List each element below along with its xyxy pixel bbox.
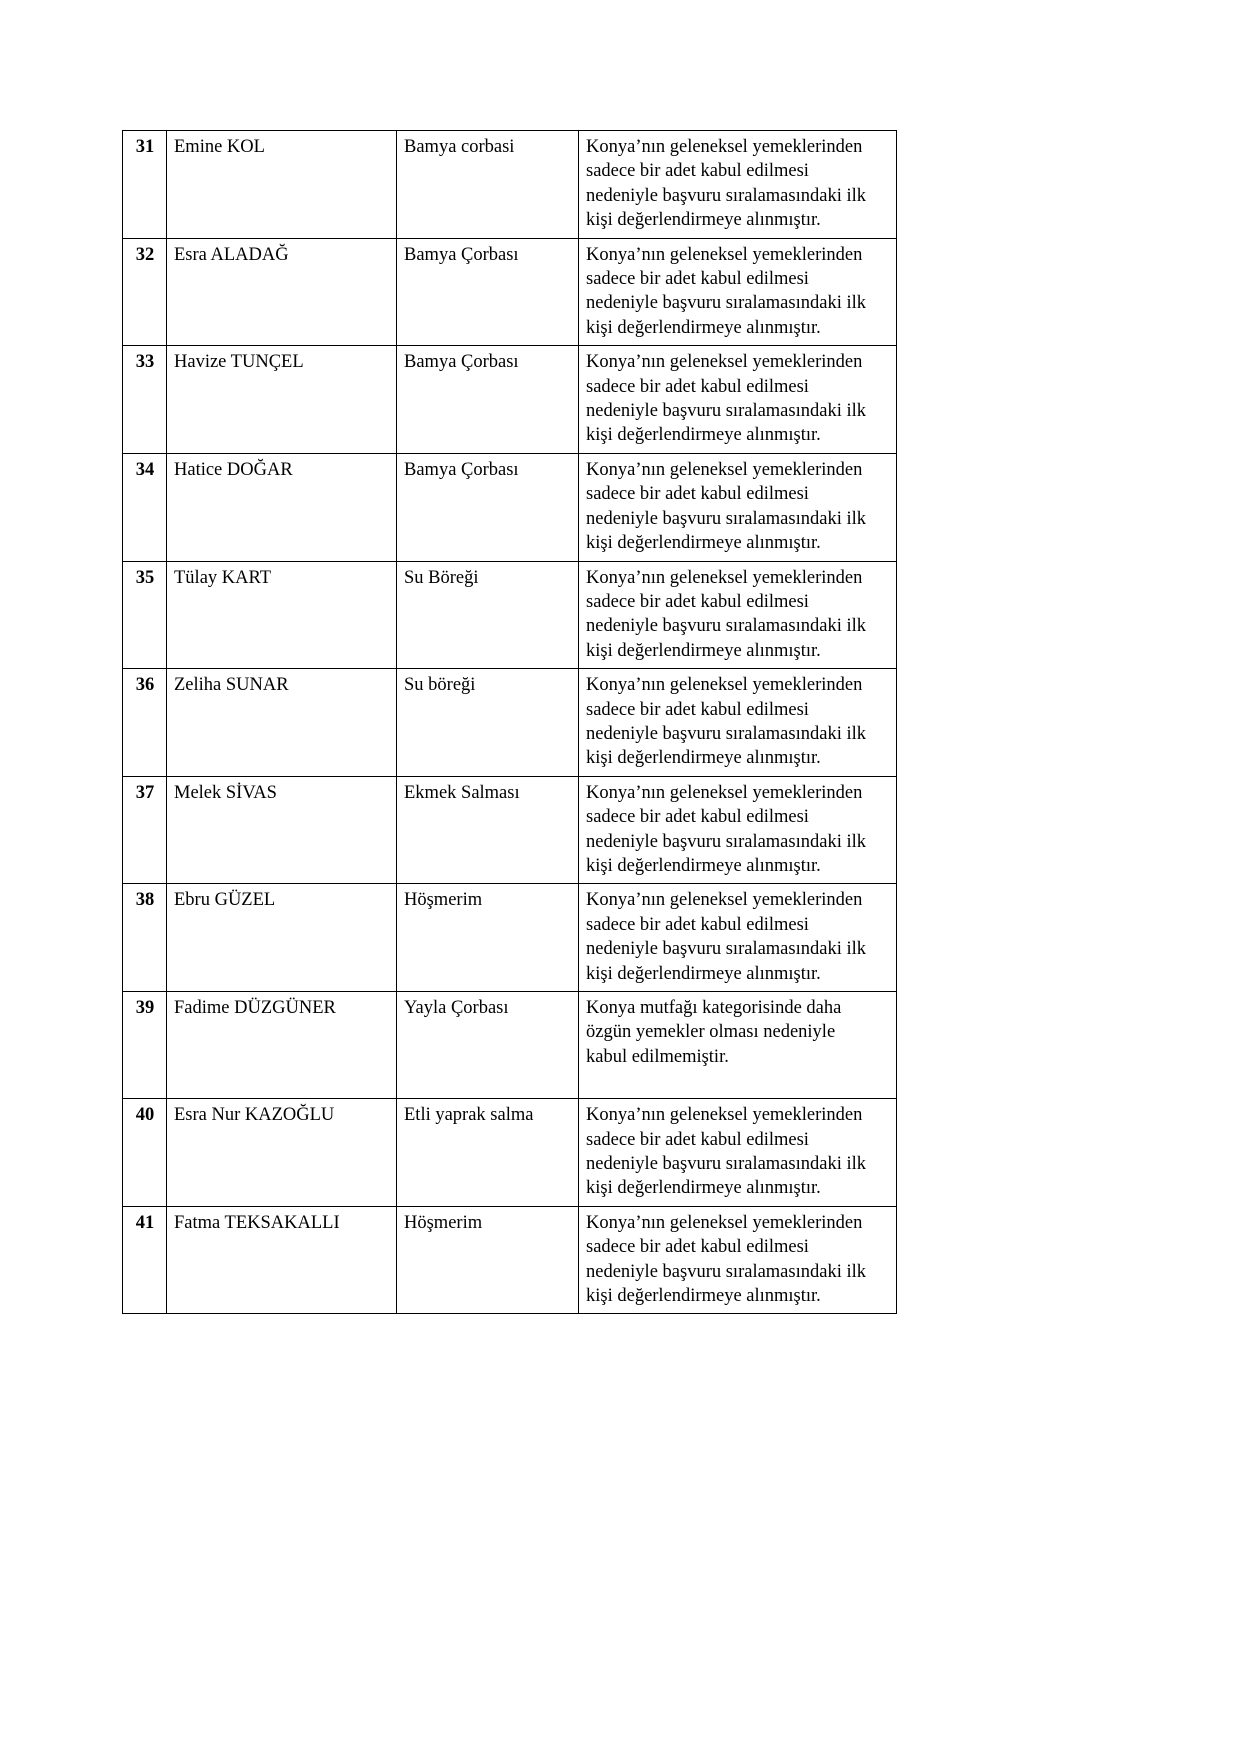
row-number-cell: 33 (123, 346, 167, 454)
applicant-name-cell: Tülay KART (167, 561, 397, 669)
evaluation-note-cell (579, 776, 897, 884)
note-line: sadece bir adet kabul edilmesi (586, 914, 809, 935)
applicant-name-cell: Fatma TEKSAKALLI (167, 1206, 397, 1314)
note-line: Konya’nın geleneksel yemeklerinden (586, 567, 863, 588)
dish-name-cell: Bamya corbasi (397, 131, 579, 239)
applicant-name-cell: Fadime DÜZGÜNER (167, 992, 397, 1099)
table-row (123, 669, 897, 777)
note-line: Konya’nın geleneksel yemeklerinden (586, 244, 863, 265)
dish-name-cell: Ekmek Salması (397, 776, 579, 884)
note-line: sadece bir adet kabul edilmesi (586, 591, 809, 612)
note-line: Konya’nın geleneksel yemeklerinden (586, 782, 863, 803)
applicant-name-cell: Ebru GÜZEL (167, 884, 397, 992)
note-line: Konya’nın geleneksel yemeklerinden (586, 1212, 863, 1233)
note-line: kişi değerlendirmeye alınmıştır. (586, 640, 821, 661)
table-row (123, 131, 897, 239)
note-line: sadece bir adet kabul edilmesi (586, 807, 809, 828)
note-line: Konya’nın geleneksel yemeklerinden (586, 459, 863, 480)
table-row (123, 1206, 897, 1314)
dish-name-cell: Höşmerim (397, 1206, 579, 1314)
note-line: kişi değerlendirmeye alınmıştır. (586, 210, 821, 231)
table-row (123, 1099, 897, 1207)
row-number-cell: 31 (123, 131, 167, 239)
table-row (123, 776, 897, 884)
dish-name-cell: Su böreği (397, 669, 579, 777)
applicant-name-cell: Esra Nur KAZOĞLU (167, 1099, 397, 1207)
note-line: Konya’nın geleneksel yemeklerinden (586, 890, 863, 911)
applicant-name-cell: Zeliha SUNAR (167, 669, 397, 777)
note-line: nedeniyle başvuru sıralamasındaki ilk (586, 508, 866, 529)
note-line: kişi değerlendirmeye alınmıştır. (586, 1286, 821, 1307)
dish-name-cell: Yayla Çorbası (397, 992, 579, 1099)
note-line: özgün yemekler olması nedeniyle (586, 1022, 836, 1043)
dish-name-cell: Etli yaprak salma (397, 1099, 579, 1207)
row-number-cell: 32 (123, 238, 167, 346)
dish-name-cell: Bamya Çorbası (397, 453, 579, 561)
row-number-cell: 34 (123, 453, 167, 561)
note-line: nedeniyle başvuru sıralamasındaki ilk (586, 831, 866, 852)
note-line: kişi değerlendirmeye alınmıştır. (586, 963, 821, 984)
note-line: nedeniyle başvuru sıralamasındaki ilk (586, 1154, 866, 1175)
row-number-cell: 39 (123, 992, 167, 1099)
applicant-name-cell: Havize TUNÇEL (167, 346, 397, 454)
evaluation-note-cell (579, 131, 897, 239)
applicants-table (122, 130, 897, 1314)
table-row (123, 453, 897, 561)
row-number-cell: 38 (123, 884, 167, 992)
note-line: kişi değerlendirmeye alınmıştır. (586, 1178, 821, 1199)
note-line: sadece bir adet kabul edilmesi (586, 161, 809, 182)
note-line: kişi değerlendirmeye alınmıştır. (586, 317, 821, 338)
applicants-table-body (123, 131, 897, 1314)
dish-name-cell: Höşmerim (397, 884, 579, 992)
evaluation-note-cell (579, 1099, 897, 1207)
applicant-name-cell: Esra ALADAĞ (167, 238, 397, 346)
dish-name-cell: Su Böreği (397, 561, 579, 669)
evaluation-note-cell (579, 884, 897, 992)
note-line: Konya mutfağı kategorisinde daha (586, 998, 842, 1018)
table-row (123, 346, 897, 454)
row-number-cell: 37 (123, 776, 167, 884)
note-line: nedeniyle başvuru sıralamasındaki ilk (586, 293, 866, 314)
evaluation-note-cell (579, 669, 897, 777)
note-line: kişi değerlendirmeye alınmıştır. (586, 533, 821, 554)
note-line: sadece bir adet kabul edilmesi (586, 484, 809, 505)
note-line: nedeniyle başvuru sıralamasındaki ilk (586, 939, 866, 960)
evaluation-note-cell (579, 1206, 897, 1314)
row-number-cell: 41 (123, 1206, 167, 1314)
table-row (123, 561, 897, 669)
dish-name-cell: Bamya Çorbası (397, 346, 579, 454)
note-line: Konya’nın geleneksel yemeklerinden (586, 1105, 863, 1126)
note-line: sadece bir adet kabul edilmesi (586, 269, 809, 290)
evaluation-note-cell (579, 561, 897, 669)
evaluation-note-cell (579, 238, 897, 346)
row-number-cell: 36 (123, 669, 167, 777)
note-line: kişi değerlendirmeye alınmıştır. (586, 425, 821, 446)
applicant-name-cell: Hatice DOĞAR (167, 453, 397, 561)
cell-spacer (586, 1069, 890, 1093)
note-line: kişi değerlendirmeye alınmıştır. (586, 748, 821, 769)
note-line: nedeniyle başvuru sıralamasındaki ilk (586, 401, 866, 422)
note-line: sadece bir adet kabul edilmesi (586, 1129, 809, 1150)
applicants-table-container (122, 130, 866, 1314)
note-line: sadece bir adet kabul edilmesi (586, 376, 809, 397)
table-row (123, 992, 897, 1099)
note-line: Konya’nın geleneksel yemeklerinden (586, 675, 863, 696)
note-line: kişi değerlendirmeye alınmıştır. (586, 855, 821, 876)
evaluation-note-cell (579, 453, 897, 561)
note-line: Konya’nın geleneksel yemeklerinden (586, 137, 863, 157)
note-line: kabul edilmemiştir. (586, 1046, 729, 1067)
note-line: Konya’nın geleneksel yemeklerinden (586, 352, 863, 373)
table-row (123, 884, 897, 992)
note-line: nedeniyle başvuru sıralamasındaki ilk (586, 1261, 866, 1282)
dish-name-cell: Bamya Çorbası (397, 238, 579, 346)
note-line: sadece bir adet kabul edilmesi (586, 699, 809, 720)
note-line: sadece bir adet kabul edilmesi (586, 1237, 809, 1258)
evaluation-note-cell (579, 346, 897, 454)
applicant-name-cell: Emine KOL (167, 131, 397, 239)
table-row (123, 238, 897, 346)
applicant-name-cell: Melek SİVAS (167, 776, 397, 884)
row-number-cell: 35 (123, 561, 167, 669)
note-line: nedeniyle başvuru sıralamasındaki ilk (586, 723, 866, 744)
note-line: nedeniyle başvuru sıralamasındaki ilk (586, 185, 866, 206)
note-line: nedeniyle başvuru sıralamasındaki ilk (586, 616, 866, 637)
evaluation-note-cell (579, 992, 897, 1099)
row-number-cell: 40 (123, 1099, 167, 1207)
